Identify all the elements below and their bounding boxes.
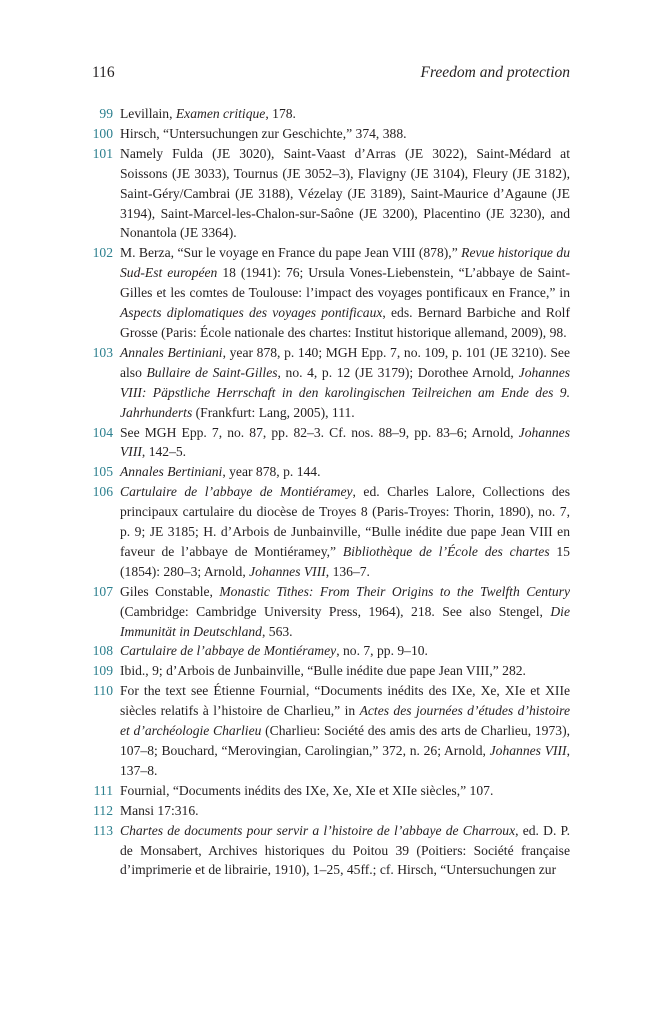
text-run: M. Berza, “Sur le voyage en France du pape Jean VIII (878),” <box>120 245 462 261</box>
italic-title: Bibliothèque de l’École des chartes <box>342 543 550 559</box>
endnote-text <box>120 425 570 460</box>
italic-title: Aspects diplomatiques des voyages pontificaux <box>120 305 383 321</box>
endnote-99 <box>92 104 570 124</box>
text-run: , eds. Bernard Barbiche and Rolf Grosse (Paris: École nationale des chartes: Institut historique allemand, 2009), 98. <box>120 305 570 340</box>
endnote-101 <box>92 144 570 244</box>
text-run: (Charlieu: Société des amis des arts de Charlieu, 1973), 107–8; Bouchard, “Merovingian, Carolingian,” 372, n. 26; Arnold, <box>120 723 570 758</box>
endnote-111 <box>92 781 570 801</box>
text-run: , 563. <box>261 623 293 639</box>
italic-title: Revue historique du Sud-Est européen <box>120 245 570 281</box>
endnote-text <box>120 683 570 778</box>
endnote-number[interactable]: 110 <box>93 683 113 699</box>
italic-title: Examen critique <box>175 106 266 121</box>
endnote-109 <box>92 661 570 681</box>
endnote-106 <box>92 482 570 582</box>
text-run: , 137–8. <box>120 743 570 778</box>
endnote-text <box>120 126 407 141</box>
endnote-text <box>120 663 526 678</box>
text-run: , year 878, p. 140; MGH Epp. 7, no. 109, p. 101 (JE 3210). See also <box>120 344 570 380</box>
endnote-text <box>120 823 570 878</box>
text-run: (Frankfurt: Lang, 2005), 111. <box>192 404 355 420</box>
endnote-number[interactable]: 99 <box>99 106 113 121</box>
endnote-text <box>120 643 428 658</box>
endnote-102 <box>92 243 570 343</box>
text-run: , no. 7, pp. 9–10. <box>336 643 428 659</box>
endnote-text <box>120 584 570 639</box>
endnote-110 <box>92 681 570 781</box>
italic-title: Annales Bertiniani <box>120 464 223 480</box>
text-run: For the text see Étienne Fournial, “Documents inédits des IXe, Xe, XIe et XIIe siècles relatifs à l’histoire de Charlieu,” in <box>120 683 570 719</box>
text-run: , ed. D. P. de Monsabert, Archives historiques du Poitou 39 (Poitiers: Société française d’imprimerie et de librairie, 1910), 1–25, 45ff.; cf. Hirsch, “Untersuchungen zur <box>120 822 570 878</box>
text-run: 18 (1941): 76; Ursula Vones-Liebenstein, “L’abbaye de Saint-Gilles et les comtes de Toulouse: l’impact des voyages pontificaux en France,” in <box>120 265 570 301</box>
text-run: , 136–7. <box>325 563 370 579</box>
running-title: Freedom and protection <box>420 64 570 81</box>
endnote-100 <box>92 124 570 144</box>
endnote-text <box>120 783 493 798</box>
text-run: Namely Fulda (JE 3020), Saint-Vaast d’Arras (JE 3022), Saint-Médard at Soissons (JE 3033), Tournus (JE 3052–3), Flavigny (JE 3104), Fleury (JE 3182), Saint-Géry/Cambrai (JE 3188), Vézelay (JE 3189), Saint-Maurice d’Agaune (JE 3194), Saint-Marcel-les-Chalon-sur-Saône (JE 3200), Placentino (JE 3230), and Nonantola (JE 3364). <box>120 145 570 241</box>
endnotes-list <box>92 104 570 880</box>
italic-title: Johannes VIII <box>489 743 567 758</box>
text-run: (Cambridge: Cambridge University Press, 1964), 218. See also Stengel, <box>120 603 551 619</box>
endnote-text <box>120 464 321 479</box>
italic-title: Johannes VIII: Päpstliche Herrschaft in den karolingischen Teilreichen am Ende des 9. Jahrhunderts <box>120 364 571 420</box>
endnote-number[interactable]: 111 <box>93 782 113 798</box>
endnote-number[interactable]: 109 <box>92 663 113 679</box>
text-run: Levillain, <box>120 106 176 121</box>
endnote-text <box>120 106 296 121</box>
italic-title: Die Immunität in Deutschland <box>120 603 570 639</box>
text-run: Ibid., 9; d’Arbois de Junbainville, “Bulle inédite due pape Jean VIII,” 282. <box>120 663 526 679</box>
text-run: , ed. Charles Lalore, Collections des principaux cartulaire du diocèse de Troyes 8 (Paris-Troyes: Thorin, 1890), no. 7, p. 9; JE 3185; H. d’Arbois de Junbainville, “Bulle inédite due pape Jean VIII en faveur de l’abbaye de Montiéramey,” <box>120 484 571 559</box>
endnote-104 <box>92 423 570 463</box>
italic-title: Bullaire de Saint-Gilles <box>146 364 278 380</box>
text-run: 15 (1854): 280–3; Arnold, <box>120 543 570 579</box>
text-run: , 142–5. <box>141 444 187 460</box>
italic-title: Chartes de documents pour servir a l’histoire de l’abbaye de Charroux <box>120 822 516 838</box>
text-run: , year 878, p. 144. <box>222 464 321 480</box>
endnote-number[interactable]: 113 <box>93 822 113 838</box>
text-run: Fournial, “Documents inédits des IXe, Xe, XIe et XIIe siècles,” 107. <box>120 782 494 798</box>
text-run: Giles Constable, <box>120 583 220 599</box>
endnote-103 <box>92 343 570 423</box>
page-number: 116 <box>92 64 115 81</box>
text-run: Mansi 17:316. <box>120 802 199 818</box>
italic-title: Annales Bertiniani <box>120 344 223 360</box>
endnote-number[interactable]: 106 <box>92 484 113 500</box>
italic-title: Cartulaire de l’abbaye de Montiéramey <box>120 484 353 500</box>
italic-title: Johannes VIII <box>249 563 326 579</box>
text-run: , no. 4, p. 12 (JE 3179); Dorothee Arnold, <box>277 364 519 380</box>
endnote-number[interactable]: 105 <box>92 464 113 480</box>
endnote-112 <box>92 801 570 821</box>
text-run: See MGH Epp. 7, no. 87, pp. 82–3. Cf. nos. 88–9, pp. 83–6; Arnold, <box>120 424 519 440</box>
endnote-text <box>120 484 570 579</box>
text-run: Hirsch, “Untersuchungen zur Geschichte,” 374, 388. <box>120 125 407 141</box>
endnote-number[interactable]: 101 <box>92 145 113 161</box>
endnote-108 <box>92 641 570 661</box>
endnote-107 <box>92 582 570 642</box>
endnote-number[interactable]: 112 <box>93 802 113 818</box>
running-header <box>92 64 570 86</box>
italic-title: Actes des journées d’études d’histoire et d’archéologie Charlieu <box>120 703 570 739</box>
endnote-105 <box>92 462 570 482</box>
endnote-text <box>120 803 199 818</box>
endnote-number[interactable]: 104 <box>92 424 113 440</box>
endnote-number[interactable]: 107 <box>92 583 113 599</box>
endnote-text <box>120 345 570 420</box>
endnote-number[interactable]: 100 <box>92 125 113 141</box>
italic-title: Johannes VIII <box>120 424 570 460</box>
endnote-113 <box>92 821 570 881</box>
endnote-number[interactable]: 102 <box>92 245 113 261</box>
endnote-text <box>120 146 570 241</box>
italic-title: Cartulaire de l’abbaye de Montiéramey <box>120 643 337 659</box>
italic-title: Monastic Tithes: From Their Origins to the Twelfth Century <box>219 583 570 599</box>
endnote-text <box>120 245 570 340</box>
text-run: , 178. <box>265 106 296 121</box>
endnote-number[interactable]: 108 <box>92 643 113 659</box>
endnote-number[interactable]: 103 <box>92 344 113 360</box>
